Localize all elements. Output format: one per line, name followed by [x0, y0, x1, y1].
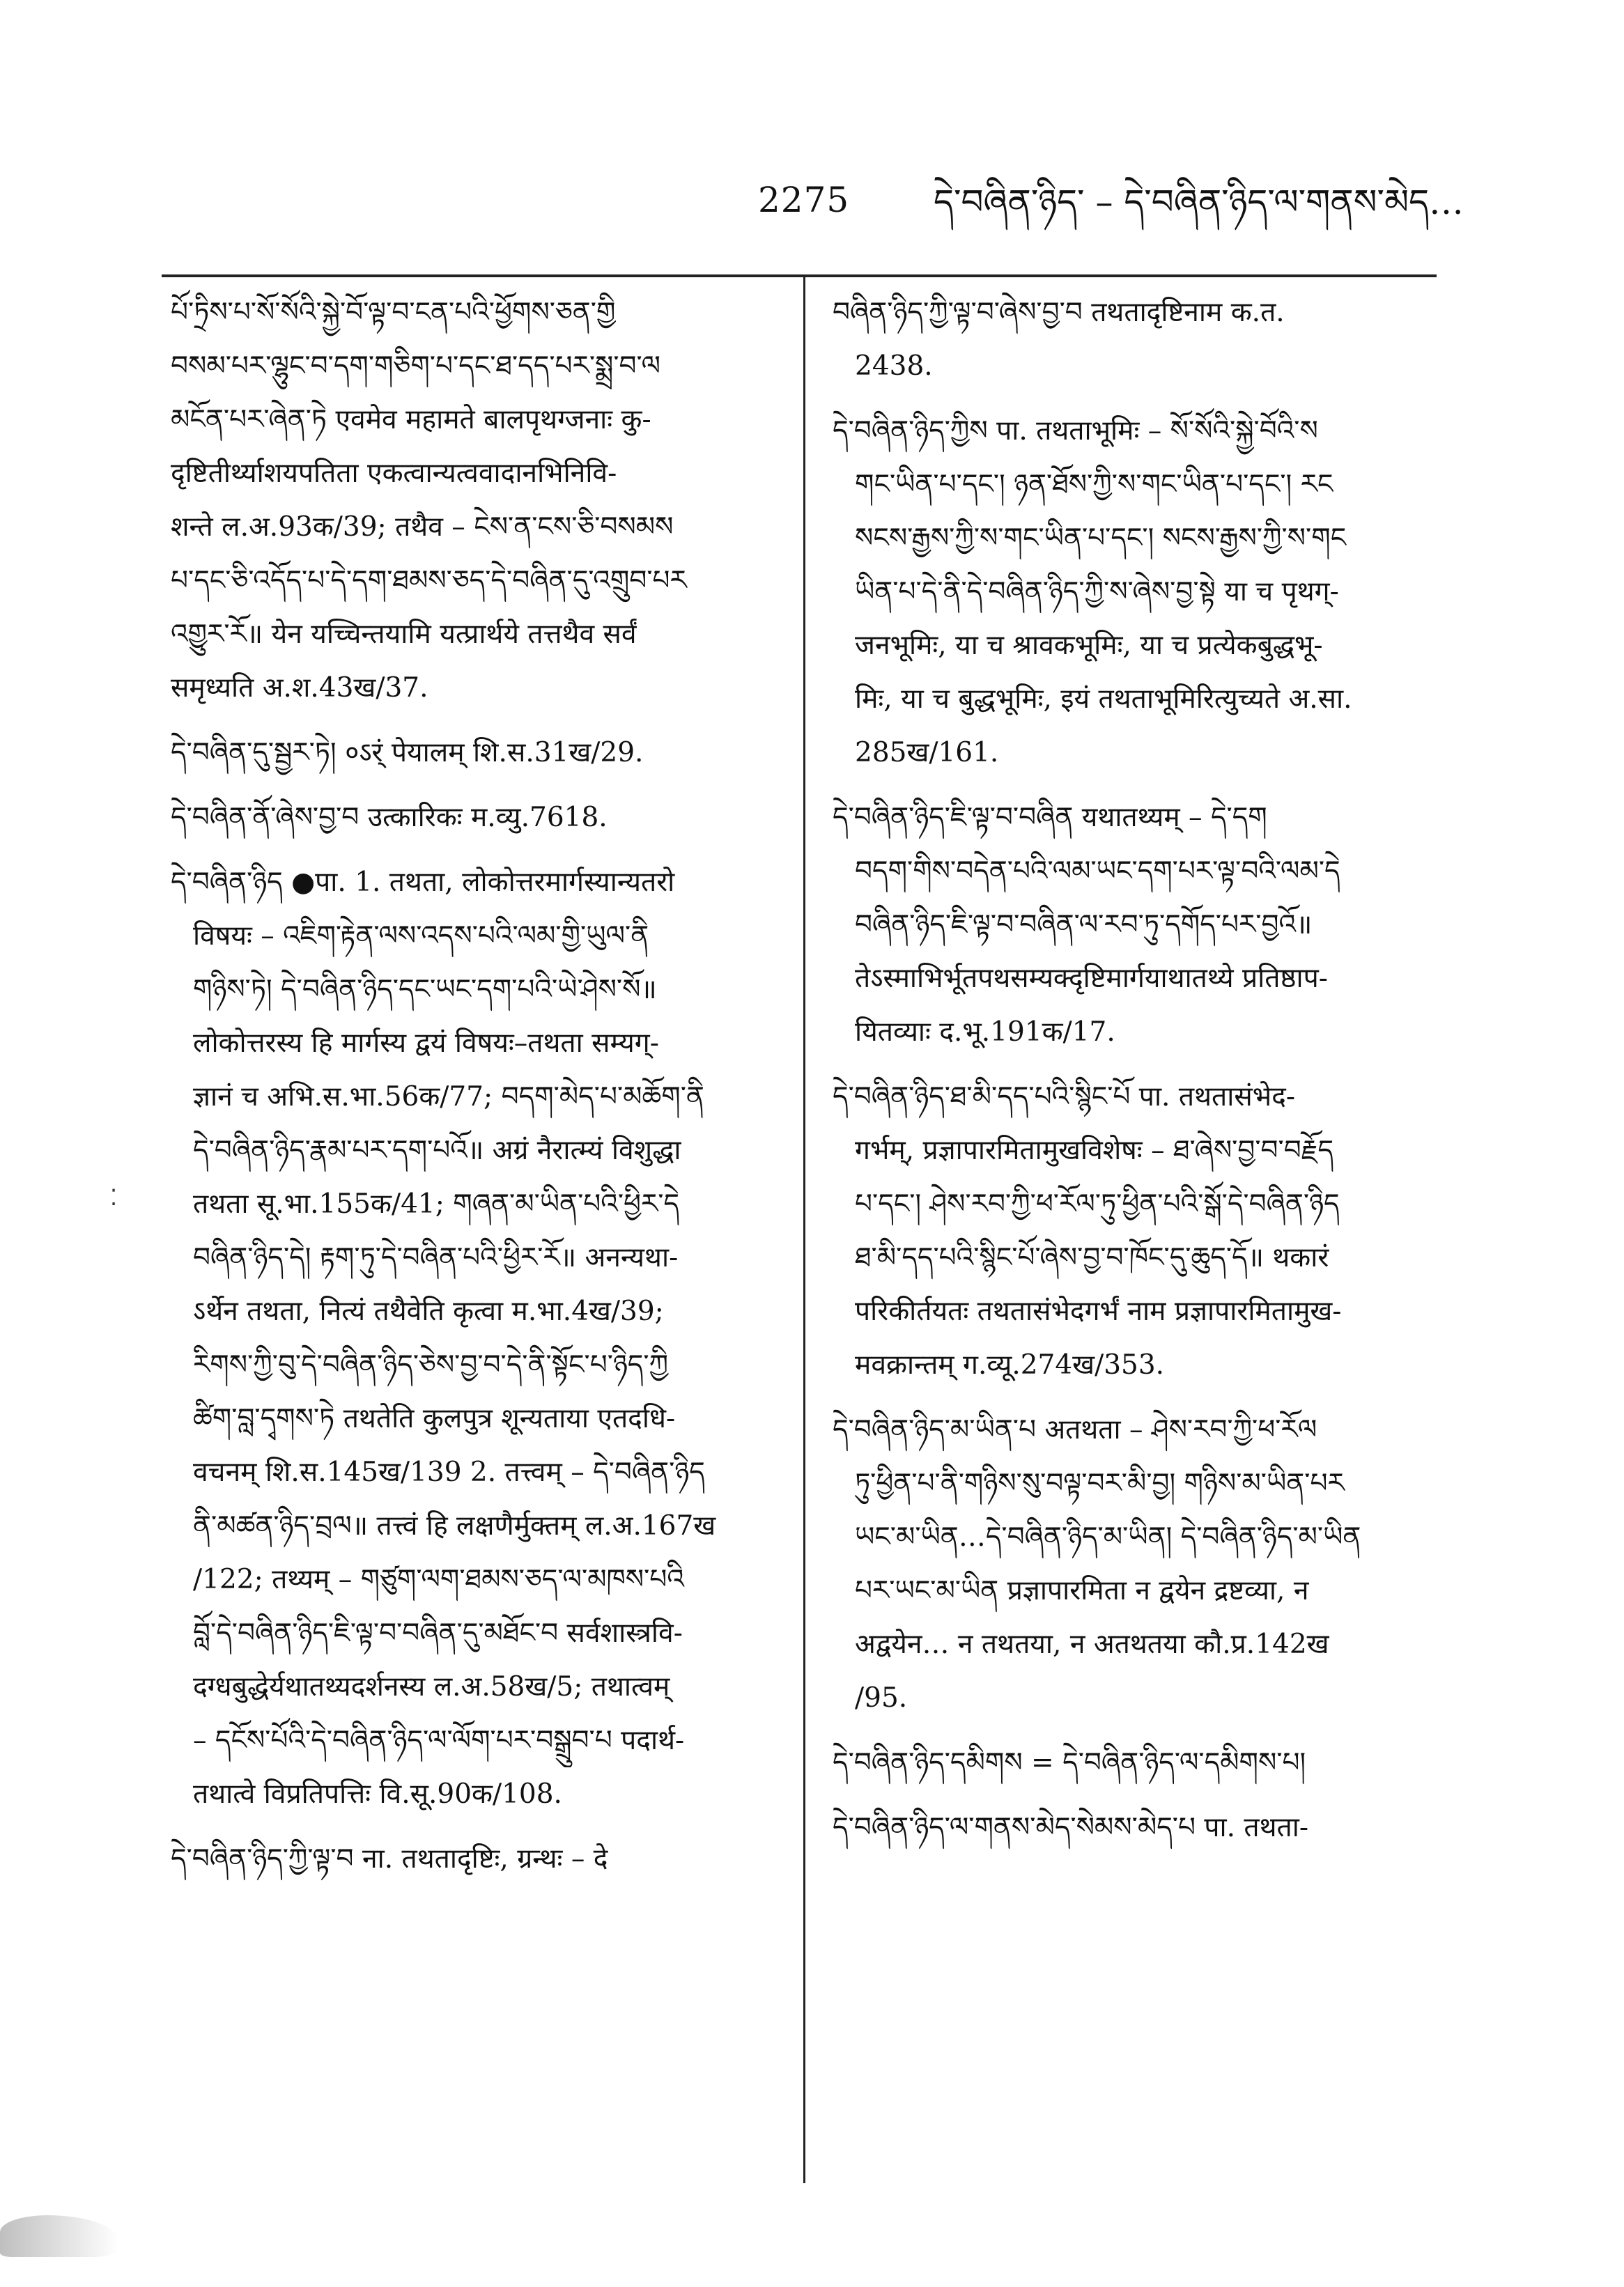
margin-mark: ⁚: [110, 1184, 118, 1211]
entry-line: བསམ་པར་ལྷུང་བ་དག་གཅིག་པ་དང་ཐ་དད་པར་སྨྲ་བ་ལ: [171, 350, 661, 382]
entry-line: /122; तथ्यम् – གཙུག་ལག་ཐམས་ཅད་ལ་མཁས་པའི: [193, 1564, 684, 1595]
column-divider: [803, 274, 805, 2183]
entry-line: वचनम् शि.स.145ख/139 2. तत्त्वम् – དེ་བཞིན་ཉིད: [193, 1457, 705, 1488]
entry-line: དེ་བཞིན་ཉིད་ཀྱིས पा. तथताभूमिः – སོ་སོའི་སྐྱེ་བོའི་ས: [833, 415, 1318, 447]
entry-line: शन्ते ल.अ.93क/39; तथैव – ངེས་ན་ངས་ཅི་བསམས: [171, 511, 674, 543]
right-column: [833, 286, 1446, 1866]
entry-line: དེ་བཞིན་དུ་སྦྱར་ཏེ། ०ऽर्ं पेयालम् शि.स.31ख/29.: [171, 737, 644, 768]
entry-line: जनभूमिः, या च श्रावकभूमिः, या च प्रत्येकबुद्धभू-: [855, 630, 1323, 661]
entry-line: བཞིན་ཉིད་ཀྱི་ལྟ་བ་ཞེས་བྱ་བ तथतादृष्टिनाम क.त.: [833, 297, 1285, 328]
entry-line: तथात्वे विप्रतिपत्तिः वि.सू.90क/108.: [193, 1778, 562, 1810]
entry-line: ནི་མཚན་ཉིད་བྲལ॥ तत्त्वं हि लक्षणैर्मुक्तम् ल.अ.167ख: [193, 1510, 716, 1542]
dictionary-entry: [833, 286, 1446, 393]
entry-line: པར་ཡང་མ་ཡིན प्रज्ञापारमिता न द्वयेन द्रष्टव्या, न: [855, 1575, 1309, 1606]
dictionary-entry: [171, 1832, 784, 1886]
dictionary-entry: [171, 286, 784, 715]
running-header: དེ་བཞིན་ཉིད་ – དེ་བཞིན་ཉིད་ལ་གནས་མེད…: [934, 182, 1464, 222]
entry-line: परिकीर्तयतः तथतासंभेदगर्भं नाम प्रज्ञापारमितामुख-: [855, 1296, 1342, 1327]
entry-line: ཡིན་པ་དེ་ནི་དེ་བཞིན་ཉིད་ཀྱི་ས་ཞེས་བྱ་སྟེ या च पृथग्-: [855, 576, 1339, 607]
dictionary-entry: [833, 1736, 1446, 1790]
dictionary-entry: [833, 791, 1446, 1059]
entry-line: སངས་རྒྱས་ཀྱི་ས་གང་ཡིན་པ་དང་། སངས་རྒྱས་ཀྱི་ས་གང: [855, 522, 1347, 554]
entry-line: དེ་བཞིན་ཉིད་ལ་གནས་མེད་སེམས་མེད་པ पा. तथता-: [833, 1812, 1309, 1843]
entry-line: 285ख/161.: [855, 737, 999, 768]
entry-line: मिः, या च बुद्धभूमिः, इयं तथताभूमिरित्युच्यते अ.सा.: [855, 683, 1352, 715]
entry-line: པ་དང་། ཤེས་རབ་ཀྱི་ཕ་རོལ་ཏུ་ཕྱིན་པའི་སྒོ་དེ་བཞིན་ཉིད: [855, 1188, 1340, 1220]
entry-line: མངོན་པར་ཞེན་ཏེ एवमेव महामते बालपृथग्जनाः कु-: [171, 404, 651, 435]
entry-line: གང་ཡིན་པ་དང་། ཉན་ཐོས་ཀྱི་ས་གང་ཡིན་པ་དང་། རང: [855, 469, 1333, 500]
entry-line: དེ་བཞིན་ཉིད་དམིགས = དེ་བཞིན་ཉིད་ལ་དམིགས་པ།: [833, 1747, 1306, 1778]
scan-smudge: [0, 2215, 118, 2257]
entry-line: དེ་བཞིན་ཉིད་ཀྱི་ལྟ་བ ना. तथतादृष्टिः, ग्रन्थः – दे: [171, 1843, 608, 1875]
entry-line: ཚིག་བླ་དྭགས་ཏེ तथतेति कुलपुत्र शून्यताया एतदधि-: [193, 1403, 676, 1434]
entry-line: པ་དང་ཅི་འདོད་པ་དེ་དག་ཐམས་ཅད་དེ་བཞིན་དུ་འགྲུབ་པར: [171, 565, 687, 596]
dictionary-entry: [833, 1801, 1446, 1854]
dictionary-entry: [171, 726, 784, 780]
entry-line: བཞིན་ཉིད་ཇི་ལྟ་བ་བཞིན་ལ་རབ་ཏུ་དགོད་པར་བྱའོ॥: [855, 909, 1313, 940]
page-number: 2275: [758, 180, 850, 220]
dictionary-entry: [833, 1070, 1446, 1392]
entry-line: བདག་གིས་བདེན་པའི་ལམ་ཡང་དག་པར་ལྟ་བའི་ལམ་དེ: [855, 855, 1340, 887]
entry-line: तेऽस्माभिर्भूतपथसम्यक्दृष्टिमार्गयाथातथ्ये प्रतिष्ठाप-: [855, 963, 1328, 994]
entry-line: འགྱུར་རོ॥ येन यच्चिन्तयामि यत्प्रार्थये तत्तथैव सर्वं: [171, 619, 637, 650]
entry-line: यितव्याः द.भू.191क/17.: [855, 1016, 1115, 1048]
entry-line: བློ་དེ་བཞིན་ཉིད་ཇི་ལྟ་བ་བཞིན་དུ་མཐོང་བ सर्वशास्त्रवि-: [193, 1618, 683, 1649]
entry-line: 2438.: [855, 350, 933, 382]
entry-line: – དངོས་པོའི་དེ་བཞིན་ཉིད་ལ་ལོག་པར་བསྒྲུབ་པ पदार्थ-: [193, 1725, 685, 1756]
entry-line: གཉིས་ཏེ། དེ་བཞིན་ཉིད་དང་ཡང་དག་པའི་ཡེ་ཤེས་སོ॥: [193, 974, 657, 1005]
entry-line: ཡང་མ་ཡིན…དེ་བཞིན་ཉིད་མ་ཡིན། དེ་བཞིན་ཉིད་མ་ཡིན: [855, 1521, 1361, 1553]
entry-line: ज्ञानं च अभि.स.भा.56क/77; བདག་མེད་པ་མཆོག་ནི: [193, 1081, 704, 1113]
entry-line: अद्वयेन… न तथतया, न अतथतया कौ.प्र.142ख: [855, 1629, 1329, 1660]
header-rule: [162, 274, 1437, 277]
entry-line: དེ་བཞིན་ཉིད་ཇི་ལྟ་བ་བཞིན यथातथ्यम् – དེ་དག: [833, 802, 1267, 833]
entry-line: བཞིན་ཉིད་དེ། རྟག་ཏུ་དེ་བཞིན་པའི་ཕྱིར་རོ॥ अनन्यथा-: [193, 1242, 679, 1273]
entry-line: गर्भम्, प्रज्ञापारमितामुखविशेषः – ཐ་ཞེས་བྱ་བ་བརྗོད: [855, 1135, 1334, 1166]
entry-line: विषयः – འཇིག་རྟེན་ལས་འདས་པའི་ལམ་གྱི་ཡུལ་ནི: [193, 920, 649, 952]
entry-line: པོ་ཏྲིས་པ་སོ་སོའི་སྐྱེ་བོ་ལྟ་བ་ངན་པའི་ཕྱོགས་ཅན་གྱི: [171, 297, 616, 328]
entry-line: मवक्रान्तम् ग.व्यू.274ख/353.: [855, 1349, 1165, 1381]
entry-line: तथता सू.भा.155क/41; གཞན་མ་ཡིན་པའི་ཕྱིར་དེ: [193, 1188, 680, 1220]
entry-line: दग्धबुद्धेर्यथातथ्यदर्शनस्य ल.अ.58ख/5; तथात्वम्: [193, 1671, 670, 1703]
entry-line: समृध्यति अ.श.43ख/37.: [171, 672, 428, 704]
entry-line: དེ་བཞིན་ཉིད་ཐ་མི་དད་པའི་སྙིང་པོ पा. तथतासंभेद-: [833, 1081, 1295, 1113]
entry-line: དེ་བཞིན་ཉིད ●पा. 1. तथता, लोकोत्तरमार्गस्यान्यतरो: [171, 867, 675, 898]
left-column: [171, 286, 784, 1897]
entry-line: དེ་བཞིན་ཉིད་མ་ཡིན་པ अतथता – ཤེས་རབ་ཀྱི་ཕ་རོལ: [833, 1414, 1317, 1445]
entry-line: दृष्टितीर्थ्याशयपतिता एकत्वान्यत्ववादानभिनिवि-: [171, 458, 617, 489]
entry-line: དེ་བཞིན་ནོ་ཞེས་བྱ་བ उत्कारिकः म.व्यु.7618.: [171, 802, 608, 833]
dictionary-entry: [833, 1403, 1446, 1725]
dictionary-entry: [171, 855, 784, 1821]
dictionary-entry: [171, 791, 784, 844]
entry-line: ཏུ་ཕྱིན་པ་ནི་གཉིས་སུ་བལྟ་བར་མི་བྱ། གཉིས་མ་ཡིན་པར: [855, 1468, 1345, 1499]
entry-line: लोकोत्तरस्य हि मार्गस्य द्वयं विषयः–तथता सम्यग्-: [193, 1028, 659, 1059]
entry-line: རིགས་ཀྱི་བུ་དེ་བཞིན་ཉིད་ཅེས་བྱ་བ་དེ་ནི་སྟོང་པ་ཉིད་ཀྱི: [193, 1349, 669, 1381]
entry-line: /95.: [855, 1682, 908, 1714]
entry-line: ऽर्थेन तथता, नित्यं तथैवेति कृत्वा म.भा.4ख/39;: [193, 1296, 664, 1327]
dictionary-entry: [833, 404, 1446, 780]
entry-line: ཐ་མི་དད་པའི་སྙིང་པོ་ཞེས་བྱ་བ་ཁོང་དུ་ཆུད་དོ॥ थकारं: [855, 1242, 1329, 1273]
entry-line: དེ་བཞིན་ཉིད་རྣམ་པར་དག་པའོ॥ अग्रं नैरात्म्यं विशुद्धा: [193, 1135, 681, 1166]
